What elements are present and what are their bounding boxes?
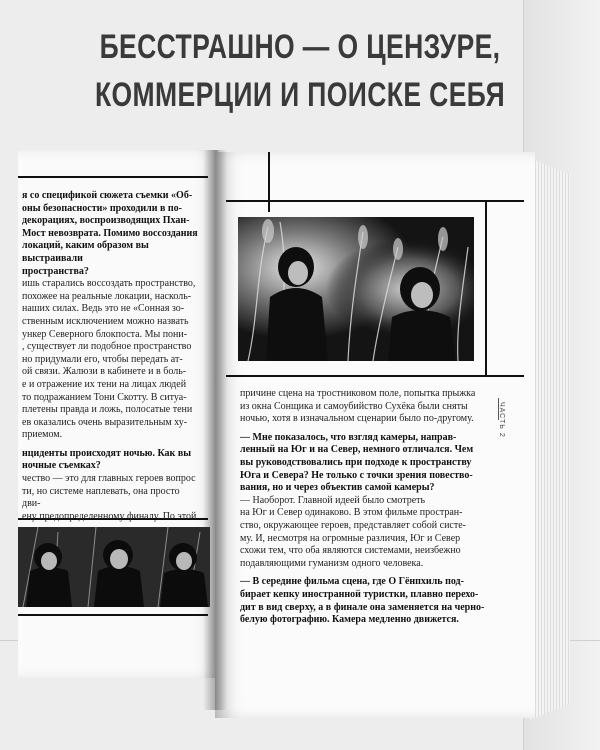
book-spine xyxy=(203,150,227,710)
text-line: дит в вид сверху, а в финале она заменяется на черно- xyxy=(240,601,485,613)
text-line: чество — это для главных героев вопрос xyxy=(22,473,196,485)
text-line: , существует ли подобное пространство xyxy=(22,341,192,353)
text-line: локаций, каким образом вы выстраивали xyxy=(22,240,149,264)
page-rule xyxy=(18,614,208,616)
page-rule xyxy=(226,200,524,202)
text-line: ленный на Юг и на Север, немного отличался. Чем xyxy=(240,444,474,456)
text-line: причине сцена на тростниковом поле, попытка прыжка xyxy=(240,388,476,399)
film-still-reeds xyxy=(238,217,474,361)
text-line: нциденты происходят ночью. Как вы xyxy=(22,447,192,459)
film-still-image xyxy=(18,527,210,607)
text-line: — Наоборот. Главной идеей было смотреть xyxy=(240,494,426,506)
text-line: вы руководствовались при подходе к пространству xyxy=(240,456,472,468)
text-line: белую фотографию. Камера медленно движется. xyxy=(240,614,459,626)
text-line: то подражанием Тони Скотту. В ситуа- xyxy=(22,391,187,403)
text-line: е и отражение их тени на лицах людей xyxy=(22,378,187,390)
text-line: — В середине фильма сцена, где О Гёнпхиль под- xyxy=(240,576,464,588)
text-line: ство, окружающее героев, представляет собой систе- xyxy=(240,519,466,531)
film-still-soldiers xyxy=(18,527,210,607)
text-line: я со спецификой сюжета съемки «Об- xyxy=(22,190,193,201)
text-line: схожи тем, что оба являются системами, неизбежно xyxy=(240,545,461,557)
text-line: ункер Северного блокпоста. Мы пони- xyxy=(22,328,188,340)
page-rule xyxy=(485,200,487,377)
page-stack-edge xyxy=(530,158,570,720)
text-line: на Юг и Север одинаково. В этом фильме простран- xyxy=(240,507,463,519)
headline-line-1: БЕССТРАШНО — О ЦЕНЗУРЕ, xyxy=(99,28,501,66)
text-line: пространства? xyxy=(22,265,89,277)
page-rule xyxy=(226,375,524,377)
text-line: му. И, несмотря на огромные различия, Юг и Север xyxy=(240,532,461,544)
text-line: ночные съемках? xyxy=(22,460,101,472)
text-line: из окна Сонщика и самоубийство Сухёка были сняты xyxy=(240,400,468,412)
text-line: — Мне показалось, что взгляд камеры, направ- xyxy=(240,431,457,443)
left-page-text xyxy=(22,190,200,523)
text-line: наших силах. Ведь это не «Сонная зо- xyxy=(22,303,185,315)
part-label: ЧАСТЬ 2 xyxy=(498,402,505,438)
text-line: плетены правда и ложь, полосатые тени xyxy=(22,404,193,416)
text-line: ой связи. Жалюзи в кабинете и в боль- xyxy=(22,366,187,378)
text-line: ственным исключением можно назвать xyxy=(22,315,189,327)
text-line: Юга и Севера? Не только с точки зрения повество- xyxy=(240,469,473,481)
headline-line-2: КОММЕРЦИИ И ПОИСКЕ СЕБЯ xyxy=(94,76,506,114)
text-line: подавляющими гуманизм одного человека. xyxy=(240,557,424,569)
right-page-text xyxy=(240,388,508,627)
text-line: ти, но системе наплевать, она просто дви- xyxy=(22,485,180,510)
text-line: вания, но и через объектив самой камеры? xyxy=(240,482,435,494)
text-line: оны безопасности» проходили в по- xyxy=(22,202,182,214)
text-line: бирает кепку иностранной туристки, плавно перехо- xyxy=(240,588,479,600)
text-line: ев оказались очень выразительным ху- xyxy=(22,416,188,428)
text-line: ену предопределенному финалу. По этой xyxy=(22,510,197,522)
film-still-image xyxy=(238,217,474,361)
page-rule xyxy=(268,152,270,212)
page-rule xyxy=(18,176,208,178)
text-line: декорациях, воспроизводящих Пхан- xyxy=(22,215,190,227)
text-line: ишь старались воссоздать пространство, xyxy=(22,278,196,290)
text-line: ночью, хотя в изначальном сценарии было по-другому. xyxy=(240,413,474,425)
text-line: Мост невозвратa. Помимо воссоздания xyxy=(22,227,198,239)
text-line: похожее на реальные локации, насколь- xyxy=(22,290,192,302)
text-line: приемом. xyxy=(22,429,63,441)
text-line: но придумали его, чтобы передать ат- xyxy=(22,353,183,365)
